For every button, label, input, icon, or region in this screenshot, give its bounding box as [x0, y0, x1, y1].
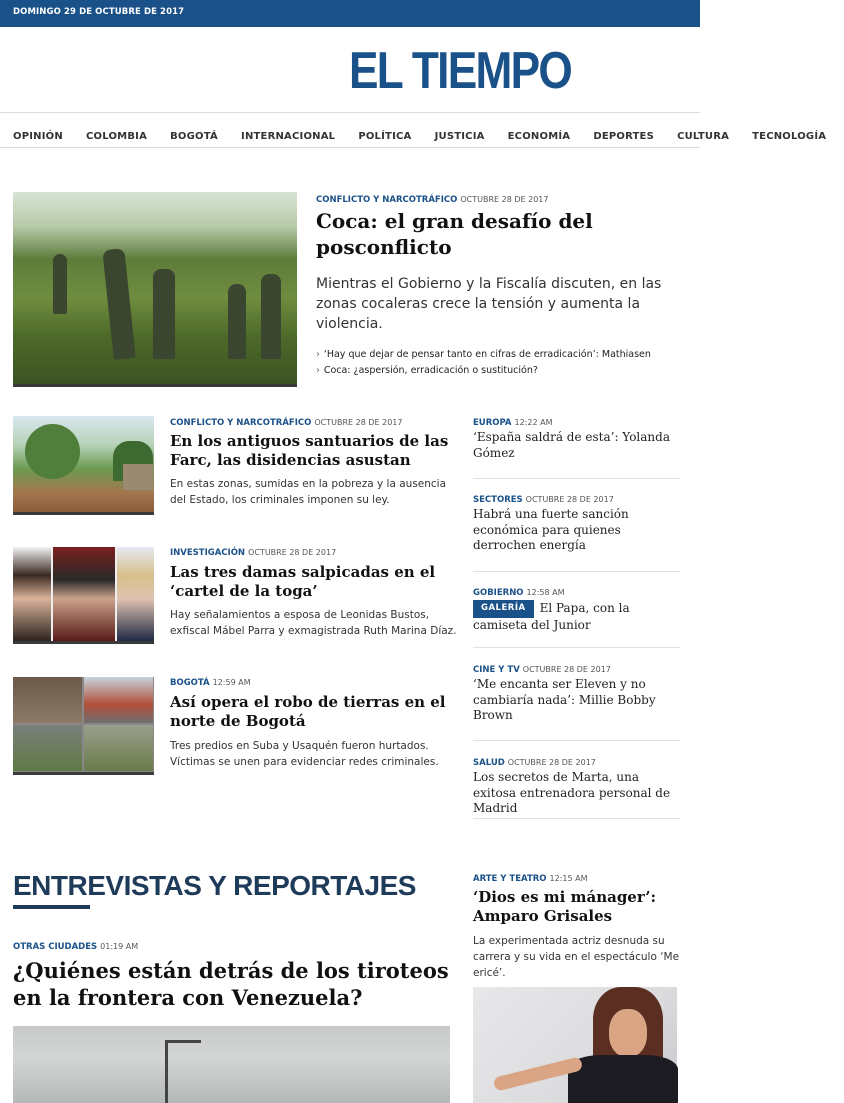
story-image[interactable]	[13, 677, 154, 775]
story-image[interactable]	[13, 416, 154, 515]
sidebar-date: OCTUBRE 28 DE 2017	[525, 495, 614, 504]
soldier-figure	[153, 269, 175, 359]
photo-quadrant	[13, 725, 82, 771]
chevron-right-icon: ›	[316, 349, 320, 360]
side-feature-kicker[interactable]	[473, 874, 588, 884]
sidebar-kicker-label: SECTORES	[473, 495, 523, 505]
related-link[interactable]	[316, 349, 651, 360]
nav-item-deportes[interactable]: DEPORTES	[593, 131, 654, 142]
story-date: OCTUBRE 28 DE 2017	[248, 548, 337, 557]
story-summary: Tres predios en Suba y Usaquén fueron hurtados. Víctimas se unen para evidenciar redes criminales.	[170, 740, 439, 768]
related-link-label: Coca: ¿aspersión, erradicación o sustitución?	[323, 365, 538, 376]
chevron-right-icon: ›	[316, 365, 320, 376]
nav-item-justicia[interactable]: JUSTICIA	[434, 131, 485, 142]
sidebar-kicker[interactable]	[473, 495, 614, 505]
current-date: DOMINGO 29 DE OCTUBRE DE 2017	[13, 7, 185, 17]
soldier-figure	[261, 274, 281, 359]
side-feature-summary: La experimentada actriz desnuda su carrera y su vida en el espectáculo ‘Me ericé’.	[473, 935, 680, 979]
lead-summary: Mientras el Gobierno y la Fiscalía discuten, en las zonas cocaleras crece la tensión y aumenta la violencia.	[316, 276, 662, 332]
photo-quadrant	[13, 677, 82, 723]
sidebar-kicker[interactable]	[473, 758, 596, 768]
lamp-arm	[165, 1040, 201, 1043]
story-title[interactable]: Las tres damas salpicadas en el ‘cartel de la toga’	[170, 563, 436, 600]
soldier-figure	[53, 254, 67, 314]
section-underline	[13, 905, 90, 909]
face-shape	[609, 1009, 647, 1057]
divider	[473, 571, 680, 572]
side-feature-date: 12:15 AM	[549, 874, 588, 883]
photo-quadrant	[84, 677, 153, 723]
divider	[473, 478, 680, 479]
story-kicker-label: BOGOTÁ	[170, 678, 210, 688]
nav-item-bogota[interactable]: BOGOTÁ	[170, 131, 218, 142]
portrait-woman-2	[53, 547, 115, 641]
related-link-label: ‘Hay que dejar de pensar tanto en cifras de erradicación’: Mathiasen	[323, 349, 651, 360]
sidebar-kicker-label: EUROPA	[473, 418, 512, 428]
story-title[interactable]: En los antiguos santuarios de las Farc, las disidencias asustan	[170, 432, 449, 469]
related-link[interactable]	[316, 365, 538, 376]
lead-kicker[interactable]	[316, 195, 548, 205]
sidebar-title[interactable]: ‘Me encanta ser Eleven y no cambiaría nada’: Millie Bobby Brown	[473, 677, 656, 722]
story-kicker[interactable]	[170, 548, 336, 558]
feature-title[interactable]: ¿Quiénes están detrás de los tiroteos en la frontera con Venezuela?	[13, 958, 449, 1010]
portrait-woman-3	[117, 547, 154, 641]
side-feature-kicker-label: ARTE Y TEATRO	[473, 874, 547, 884]
sidebar-kicker[interactable]	[473, 418, 553, 428]
top-bar	[0, 0, 700, 27]
sidebar-date: OCTUBRE 28 DE 2017	[507, 758, 596, 767]
site-logo[interactable]: EL TIEMPO	[349, 42, 572, 100]
photo-quadrant	[84, 725, 153, 771]
lamp-post	[165, 1040, 168, 1103]
lead-story-image[interactable]	[13, 192, 297, 387]
sidebar-kicker-label: SALUD	[473, 758, 505, 768]
side-feature-image[interactable]	[473, 987, 677, 1103]
sidebar-date: OCTUBRE 28 DE 2017	[522, 665, 611, 674]
main-nav	[0, 113, 827, 148]
feature-date: 01:19 AM	[100, 942, 139, 951]
lead-title[interactable]: Coca: el gran desafío del posconflicto	[316, 209, 593, 259]
house-shape	[123, 464, 153, 490]
story-summary: En estas zonas, sumidas en la pobreza y la ausencia del Estado, los criminales imponen su ley.	[170, 478, 447, 506]
nav-item-colombia[interactable]: COLOMBIA	[86, 131, 148, 142]
palm-tree-shape	[25, 424, 80, 479]
sidebar-title[interactable]: Habrá una fuerte sanción económica para quienes derrochen energía	[473, 507, 629, 552]
sidebar-title[interactable]	[473, 600, 683, 633]
sidebar-title-text: El Papa, con la camiseta del Junior	[473, 601, 630, 632]
nav-item-economia[interactable]: ECONOMÍA	[507, 131, 571, 142]
portrait-woman-1	[13, 547, 51, 641]
masthead	[0, 27, 700, 113]
story-date: OCTUBRE 28 DE 2017	[314, 418, 403, 427]
side-feature-title[interactable]: ‘Dios es mi mánager’: Amparo Grisales	[473, 888, 657, 925]
story-kicker-label: INVESTIGACIÓN	[170, 548, 246, 558]
lead-kicker-label: CONFLICTO Y NARCOTRÁFICO	[316, 195, 458, 205]
dress-shape	[568, 1055, 678, 1103]
sidebar-title[interactable]: ‘España saldrá de esta’: Yolanda Gómez	[473, 430, 670, 460]
nav-item-internacional[interactable]: INTERNACIONAL	[241, 131, 336, 142]
gallery-badge: GALERÍA	[473, 600, 534, 618]
story-kicker-label: CONFLICTO Y NARCOTRÁFICO	[170, 418, 312, 428]
divider	[473, 818, 680, 819]
divider	[473, 740, 680, 741]
nav-item-tecnologia[interactable]: TECNOLOGÍA	[752, 131, 827, 142]
story-kicker[interactable]	[170, 678, 251, 688]
story-summary: Hay señalamientos a esposa de Leonidas Bustos, exfiscal Mábel Parra y exmagistrada Ruth Marina Díaz.	[170, 609, 457, 637]
sidebar-date: 12:22 AM	[514, 418, 553, 427]
soldier-figure	[102, 248, 135, 360]
feature-kicker-label: OTRAS CIUDADES	[13, 942, 98, 952]
nav-item-politica[interactable]: POLÍTICA	[358, 131, 412, 142]
feature-kicker[interactable]	[13, 942, 138, 952]
story-date: 12:59 AM	[212, 678, 251, 687]
soldier-figure	[228, 284, 246, 359]
story-kicker[interactable]	[170, 418, 402, 428]
feature-image[interactable]	[13, 1026, 450, 1103]
sidebar-kicker-label: CINE Y TV	[473, 665, 520, 675]
sidebar-kicker[interactable]	[473, 588, 565, 598]
nav-item-opinion[interactable]: OPINIÓN	[13, 131, 63, 142]
sidebar-title[interactable]: Los secretos de Marta, una exitosa entrenadora personal de Madrid	[473, 770, 671, 815]
section-title[interactable]: ENTREVISTAS Y REPORTAJES	[13, 870, 416, 901]
sidebar-kicker-label: GOBIERNO	[473, 588, 524, 598]
story-title[interactable]: Así opera el robo de tierras en el norte de Bogotá	[170, 693, 446, 730]
sidebar-kicker[interactable]	[473, 665, 611, 675]
lead-date: OCTUBRE 28 DE 2017	[460, 195, 549, 204]
divider	[473, 647, 680, 648]
sidebar-date: 12:58 AM	[526, 588, 565, 597]
nav-item-cultura[interactable]: CULTURA	[677, 131, 730, 142]
story-image[interactable]	[13, 547, 154, 644]
